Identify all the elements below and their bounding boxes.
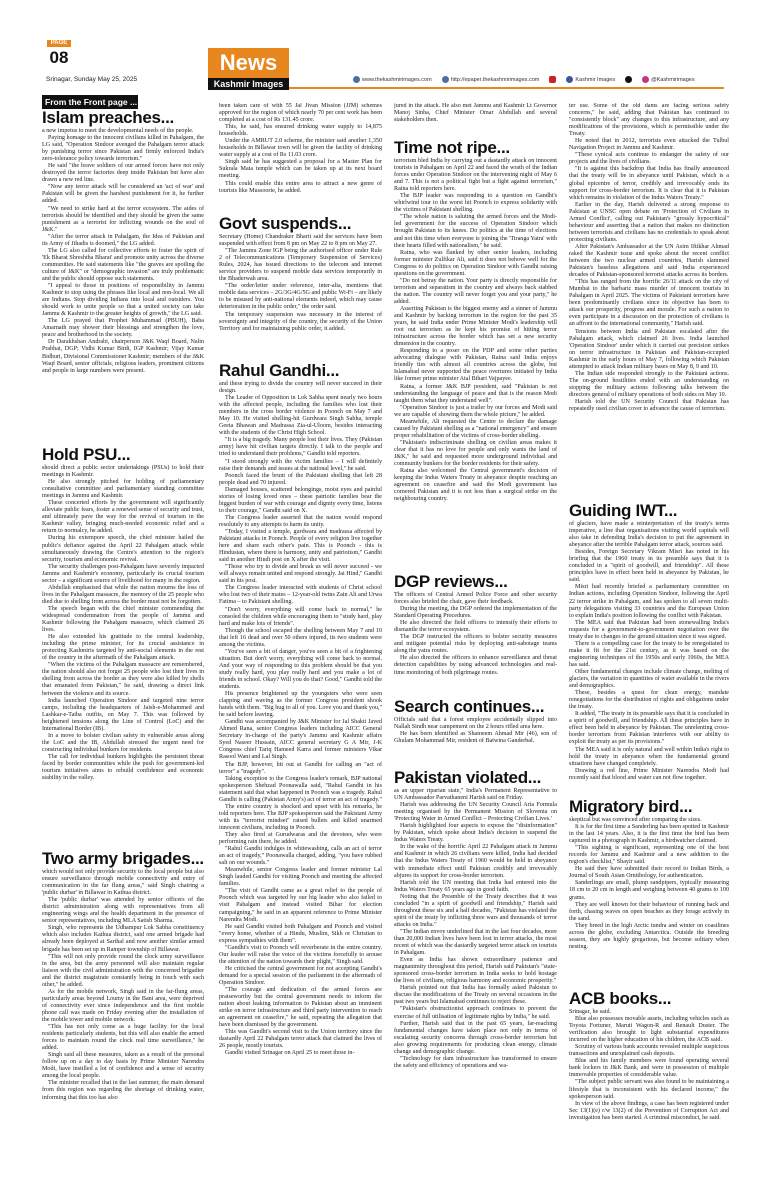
paragraph: In view of the above findings, a case has been registered under Sec 13(1)(e) r/w 13(2) of the Prevention of Corruption Act and investigation has been started. A criminal misconduct, he said. xyxy=(569,1100,729,1121)
paragraph: He said they have submitted their record to Indian Birds, a Journal of South Asian Ornithology, for authentication. xyxy=(569,866,729,880)
epaper-link[interactable]: http://epaper.thekashmirimages.com xyxy=(442,76,540,83)
paragraph: He also directed the field officers to intensify their efforts to dismantle the terror ecosystem. xyxy=(394,620,557,634)
paragraph: Other fundamental changes include climate change, melting of glaciers, the variation in quantities of water available in the rivers and demographics. xyxy=(569,668,729,690)
paragraph: The speech began with the chief minister commending the widespread condemnation from the people of Jammu and Kashmir following the Pahalgam massacre, which claimed 26 lives. xyxy=(42,605,204,634)
paragraph: Further, Harish said that in the past 65 years, far-reaching fundamental changes have taken place not only in terms of escalating security concerns through cross-border terrorism but also growing requirements for producing clean energy, climate change and demographic change. xyxy=(394,1020,557,1055)
paragraph: "This has ranged from the horrific 26/11 attack on the city of Mumbai to the barbaric mass murder of innocent tourists in Pahalgam in April 2025. The victims of Pakistani terrorism have been predominantly civilians since its objective has been to attack our prosperity, progress and morale. For such a nation to even participate in a discussion on the protection of civilians is an affront to the international community," Harish said. xyxy=(569,279,729,328)
paragraph: "The Jammu Zone IGP being the authorised officer under Rule 2 of Telecommunications (Temporary Suspension of Services) Rules, 2024, has issued directions to the telecom and internet service providers to suspend mobile data services temporarily in the Bhaderwah area. xyxy=(219,248,382,283)
globe-icon xyxy=(353,76,360,83)
article-search xyxy=(394,698,557,765)
headline: Govt suspends... xyxy=(219,215,352,233)
paragraph: Paying homage to the innocent civilians killed in Pahalgam, the LG said, "Operation Sindoor avenged the Pahalgam terror attack by punishing terror since Pakistan and firmly enforced India's zero-tolerance policy towards terrorism." xyxy=(42,135,204,163)
paragraph: "When the victims of the Pahalgam massacre are remembered, the nation should also not forget 25 people who lost their lives in shelling from across the border as they were also killed by shells that emanated from Pakistan," he said, drawing a direct link between the violence and its source. xyxy=(42,662,204,697)
paragraph: Scrutiny of various bank accounts revealed multiple suspicious transactions and unexplained cash deposits. xyxy=(569,1044,729,1058)
paragraph: Harish told the UN Security Council that Pakistan has repeatedly used civilian cover to advance the cause of terrorism. xyxy=(569,398,729,413)
paragraph: This was Gandhi's second visit to the Union territory since the dastardly April 22 Pahalgam terror attack that claimed the lives of 26 people, mostly tourists. xyxy=(219,1029,382,1050)
facebook-link[interactable]: Kashmir Images xyxy=(566,76,615,83)
paragraph: "Pakistan's obstructionist approach continues to prevent the exercise of full utilisation of legitimate rights by India," he said. xyxy=(394,1006,557,1020)
headline: DGP reviews... xyxy=(394,573,508,591)
article-two-army xyxy=(42,850,204,1172)
paragraph: India launched Operation Sindoor and targeted nine terror camps, including the headquarters of Jaish-e-Mohammed and Lashkar-e-Taiba outfits, on May 7. This was followed by heightened tensions along the Line of Control (LoC) and the International Border (IB). xyxy=(42,697,204,732)
website-link[interactable]: www.thekashmirimages.com xyxy=(353,76,432,83)
headline: Two army brigades... xyxy=(42,850,204,868)
paragraph: He noted that in 2012, terrorists even attacked the Tulbul Navigation Project in Jammu and Kashmir. xyxy=(569,138,729,152)
paragraph: "The visit of Gandhi came as a great relief to the people of Poonch which was targeted by our big leader who also failed to visit Pahalgam and instead visited Bihar for election campaigning," he said in an apparent reference to Prime Minister Narendra Modi. xyxy=(219,888,382,923)
paragraph: The DGP instructed the officers to bolster security measures and mitigate potential risks by deploying anti-sabotage teams along the yatra routes. xyxy=(394,634,557,655)
paragraph: After Pakistan's Ambassador at the UN Asim Iftikhar Ahmad raked the Kashmir issue and spoke about the recent conflict between the two nuclear armed countries, Harish slammed Pakistan's baseless allegations and said India experienced decades of Pakistan-sponsored terrorist attacks across its borders. xyxy=(569,243,729,279)
paragraph: "These cynical acts continue to endanger the safety of our projects and the lives of civilians. xyxy=(569,152,729,166)
article-time xyxy=(394,139,557,571)
paragraph: Harish pointed out that India has formally asked Pakistan to discuss the modifications of the Treaty on several occasions in the past two years but Islamabad continues to reject these. xyxy=(394,985,557,1006)
paragraph: "The courage and dedication of the armed forces are praiseworthy but the central government needs to inform the nation about leaking information to Pakistan about an imminent strike on terror infrastructure and third party intervention to reach an agreement on ceasefire," he said, repeating the allegation that have been dismissed by the government. xyxy=(219,987,382,1029)
article-acb xyxy=(569,990,729,1174)
paragraph: The BJP leader was responding to a question on Gandhi's whirlwind tour to the worst hit Poonch to express solidarity with the victims of Pakistani shelling. xyxy=(394,193,557,214)
paragraph: "The subject public servant was also found to be maintaining a lifestyle that is inconsistent with his declared income," the spokesperson said. xyxy=(569,1079,729,1100)
paragraph: In the wake of the horrific April 22 Pahalgam attack in Jammu and Kashmir in which 26 civilians were killed, India had decided that the Indus Waters Treaty of 1960 would be held in abeyance with immediate effect until Pakistan credibly and irrevocably abjures its support for cross-border terrorism. xyxy=(394,844,557,879)
paragraph: Blue and his family members were found operating several bank lockers in J&K Bank, and were in possession of multiple immovable properties of considerable value. xyxy=(569,1058,729,1079)
paragraph: "The whole nation is saluting the armed forces and the Modi-led government for the success of Operation Sindoor which brought Pakistan to its knees. Do politics at the time of elections and not this time when everyone is joining the 'Tiranga Yatra' with their hearts filled with nationalism," he said. xyxy=(394,214,557,249)
paragraph: of glaciers, have made a reinterpretation of the treaty's terms imperative, a line that organisations visiting world capitals will also take in defending India's decision to put the agreement in abeyance after the terrible Pahalgam terror attack, sources said. xyxy=(569,521,729,549)
paragraph: "This will not only provide round the clock army surveillance in the area, but the army personnel will also maintain regular liaison with the civil administration with the concerned brigadier and the district magistrate constantly being in touch with each other," he added. xyxy=(42,953,204,988)
paragraph: "Gandhi's visit to Poonch will reverberate in the entire country. Our leader will raise the voice of the victims forcefully to arouse the attention of the nation towards their plight," Singh said. xyxy=(219,944,382,965)
paragraph: It is for the first time a Sanderling has been spotted in Kashmir in the last 14 years. Also, it is the first time the bird has been captured in a photograph in Kashmir, a birdwatcher claimed. xyxy=(569,824,729,845)
headline: Search continues... xyxy=(394,698,545,716)
headline: Rahul Gandhi... xyxy=(219,362,340,380)
paragraph: Singh said all these measures, taken as a result of the personal follow up on a day to day basis by Prime Minister Narendra Modi, have instilled a lot of confidence and a sense of security among the local people. xyxy=(42,1052,204,1080)
paragraph: These concerted efforts by the government will significantly alleviate public fears, foster a renewed sense of security and trust, and ultimately pave the way for the revival of tourism in the Kashmir valley, bringing much-needed economic relief and a return to normalcy, he added. xyxy=(42,500,204,535)
paragraph: Abdullah emphasised that while the nation mourns the loss of lives in the Pahalgam massacre, the memory of the 25 people who died due to shelling from across the border must not be forgotten. xyxy=(42,584,204,605)
paragraph: The entire country is shocked and upset with his remarks, he told reporters here. The BJP spokesperson said the Pakistani Army with its "terrorist mindset" raised bullets and killed unarmed innocent civilians, including in Poonch. xyxy=(219,803,382,831)
paragraph: Singh said he has suggested a proposal for a Master Plan for Sukrala Mata temple which can be taken up at its next board meeting. xyxy=(219,159,382,180)
paragraph: He also strongly pitched for holding of parliamentary consultative committee and parliamentary standing committee meetings in Jammu and Kashmir. xyxy=(42,479,204,500)
paragraph: skeptical but was convinced after comparing the sizes. xyxy=(569,817,702,823)
paragraph: As for the mobile network, Singh said in the far-flung areas, particularly areas beyond Loumy in the Bani area, were deprived of connectivity ever since independence and the first mobile phone call was made on Friday evening after the installation of the mobile tower and mobile network. xyxy=(42,988,204,1023)
paragraph: The call for individual bunkers highlights the persistent threat faced by border communities while the push for government-led tourism initiatives aims to rebuild confidence and economic stability in the valley. xyxy=(42,753,204,782)
paragraph: The Indian side responded strongly to the Pakistani actions. The on-ground hostilities ended with an understanding on stopping the military actions following talks between the directors general of military operations of both sides on May 10. xyxy=(569,370,729,398)
paragraph: Officials said that a forest employee accidentally slipped into Nallah Sindh near campement on the 2 hours rifled area here. xyxy=(394,717,557,731)
paragraph: During the meeting, the DGP ordered the implementation of the Standard Operating Procedures. xyxy=(394,606,557,620)
paragraph: He said "the brave soldiers of our armed forces have not only destroyed the terror factories deep inside Pakistan but have also drawn a new red line. xyxy=(42,163,204,184)
paragraph: Tensions between India and Pakistan escalated after the Pahalgam attack, which claimed 26 lives. India launched 'Operation Sindoor' under which it carried out precision strikes on terror infrastructure in Pakistan and Pakistan-occupied Kashmir in the early hours of May 7, following which Pakistan attempted to attack Indian military bases on May 8, 9 and 10. xyxy=(569,328,729,370)
page-label: PAGE xyxy=(47,40,71,47)
article-col2-top xyxy=(219,103,382,213)
paragraph: been taken care of with 55 Jal Jivan Mission (JJM) schemes approved for the region of which nearly 70 per cent work has been completed at a cost of Rs 131.45 crore. xyxy=(219,103,382,124)
paragraph: There is a compelling case for the treaty to be renegotiated to make it fit for the 21st century, as it was based on the engineering techniques of the 1950s and early 1960s, the MEA has said. xyxy=(569,640,729,668)
paragraph: The LG prayed that Prophet Muhammad (PBUH), Baba Amarnath may shower their blessings and strengthen the love, peace and brotherhood in the society. xyxy=(42,318,204,339)
paragraph: The MEA said that Pakistan had been stonewalling India's requests for a government-to-government negotiation over the treaty due to changes in the ground situation since it was signed. xyxy=(569,619,729,640)
social-links xyxy=(353,76,701,83)
paragraph: He also directed the officers to enhance surveillance and threat detection capabilities by using advanced technologies and real-time monitoring of both pilgrimage routes. xyxy=(394,655,557,676)
paragraph: Secretary (Home) Chandraker Bharti said the services have been suspended with effect from 8 pm on May 22 to 8 pm on May 27. xyxy=(219,234,382,248)
paragraph: Though the school escaped the shelling between May 7 and 10 that left 16 dead and over 50 others injured, its two students were among the victims. xyxy=(219,627,382,648)
paragraph: Meanwhile, Ali requested the Centre to declare the damage caused by Pakistani shelling as a "national emergency" and ensure proper rehabilitation of the victims of cross-border shelling. xyxy=(394,418,557,439)
paragraph: They are well known for their behaviour of running back and forth, chasing waves on open beaches as they forage actively in the sand. xyxy=(569,901,729,922)
article-pak xyxy=(394,769,557,1174)
paragraph: should direct a public sector undertakings (PSUs) to hold their meetings in Kashmir. xyxy=(42,465,204,479)
epaper-icon xyxy=(442,76,449,83)
paragraph: "It is against this backdrop that India has finally announced that the treaty will be in abeyance until Pakistan, which is a global epicentre of terror, credibly and irrevocably ends its support for cross-border terrorism. It is clear that it is Pakistan which remains in violation of the Indus Waters Treaty." xyxy=(569,166,729,201)
paragraph: "Technology for dam infrastructure has transformed to ensure the safety and efficiency of operations and wa- xyxy=(394,1055,557,1069)
paragraph: The LG also called for collective efforts to foster the spirit of 'Ek Bharat Shreshtha Bharat' and promote unity across the diverse communities. He said statements like "the graves are spoiling the culture of J&K" or "demographic invasion" are truly problematic and the public should oppose such statements. xyxy=(42,247,204,282)
paragraph: "Now any terror attack will be considered an 'act of war' and Pakistan will be given the harshest punishment for it, he further added. xyxy=(42,184,204,205)
paragraph: He has been identified as Shameem Ahmad Mir (46), son of Ghulam Mohammad Mir, resident of Batwina Ganderbal. xyxy=(394,731,557,745)
paragraph: "After the terror attack in Pahalgam, the Idea of Pakistan and its Army of Jihadis is doomed," the LG added. xyxy=(42,233,204,247)
masthead xyxy=(0,0,770,90)
paragraph: Noting that the Preamble of the Treaty describes that it was concluded "in a spirit of goodwill and friendship," Harish said throughout these six and a half decades, "Pakistan has violated the spirit of the treaty by inflicting three wars and thousands of terror attacks on India." xyxy=(394,893,557,928)
paragraph: "Operation Sindoor is just a trailer by our forces and Modi said we are capable of showing them the whole picture," he added. xyxy=(394,404,557,418)
paragraph: These, besides a quest for clean energy, mandate renegotiations for the distribution of rights and obligations under the treaty. xyxy=(569,690,729,711)
paragraph: The MEA said it is only natural and well within India's right to hold the treaty in abeyance when the fundamental ground situations have changed completely. xyxy=(569,746,729,767)
paragraph: "You've seen a bit of danger, you've seen a bit of a frightening situation. But don't worry, everything will come back to normal. And your way of responding to this problem should be that you study really hard, you play really hard and you make a lot of friends in school. Okay? Will you do that? Good," Gandhi told the students. xyxy=(219,648,382,691)
paragraph: Responding to a poser on the PDP and some other parties advocating dialogue with Pakistan, Raina said India enjoys friendly ties with almost all countries across the globe, but Islamabad never supported the peace overtures initiated by India like former prime minister Atal Bihari Vajpayee. xyxy=(394,348,557,383)
paragraph: The 'public durbar' was attended by senior officers of the district administration along with representatives from all engineering wings and the health department in the presence of senior representatives, including MLA Satish Sharma. xyxy=(42,897,204,925)
headline: Pakistan violated... xyxy=(394,769,542,787)
headline: Guiding IWT... xyxy=(569,502,678,520)
paragraph: The officers of Central Armed Police Force and other security forces also briefed the chair, gave their feedback. xyxy=(394,592,557,606)
paragraph: "It is a big tragedy. Many people lost their lives. They (Pakistan army) have hit civilian targets directly. I talk to the people and tried to understand their problems," Gandhi told reporters. xyxy=(219,437,382,458)
paragraph: which would not only provide security to the local people but also ensure surveillance through mobile connectivity and entry of communication in the far flung areas," said Singh chairing a 'public durbar' in Billawar in Kathua district. xyxy=(42,869,204,897)
paragraph: "Don't worry, everything will come back to normal," he consoled the children while encouraging them to "study hard, play hard and make lots of friends". xyxy=(219,606,382,627)
paragraph: "Today, I visited a temple, gurdwara and madrassa affected by Pakistani attacks in Poonch. People of every religion live together here and share each other's pain. This is Poonch - this is Hindustan, where there is harmony, unity and patriotism," Gandhi said in another Hindi post on X after the visit. xyxy=(219,528,382,564)
paragraph: "This has not only come as a huge facility for the local residents particularly students, but this will also enable the armed forces to maintain round the clock real time surveillance," he added. xyxy=(42,1024,204,1052)
paragraph: jured in the attack. He also met Jammu and Kashmir Lt Governor Manoj Sinha, Chief Minister Omar Abdullah and several stakeholders then. xyxy=(394,103,557,124)
paragraph: In a move to bolster civilian safety in vulnerable areas along the LoC and the IB, Abdullah stressed the urgent need for constructing individual bunkers for residents. xyxy=(42,732,204,753)
paragraph: "We need to strike hard at the terror ecosystem. The aides of terrorists should be identified and they should be given the same punishment as a terrorist for inflicting wounds on the soul of J&K." xyxy=(42,205,204,233)
paragraph: Asserting Pakistan is the biggest enemy and a sinner of Jammu and Kashmir by backing terrorism in the region for the past 35 years, he said India under Prime Minister Modi's leadership will root out terrorism as he kept his promise of hitting terror infrastructure across the border which has set a new security dimension in the country. xyxy=(394,305,557,348)
paragraph: Gandhi visited Srinagar on April 25 to meet those in- xyxy=(225,1050,355,1057)
paragraph: and these trying to divide the country will never succeed in their design. xyxy=(219,381,382,395)
paragraph: Raina also welcomed the Central government's decision of keeping the Indus Waters Treaty in abeyance despite reaching an agreement on ceasefire and said the Modi government has cornered Pakistan and it is not less than a surgical strike on the neighbouring country. xyxy=(394,468,557,503)
paragraph: His presence brightened up the youngsters who were seen clapping and waving as the former Congress president shook hands with them. "Big hug to all of you. Love you and thank you," he said before leaving. xyxy=(219,691,382,719)
paragraph: Sanderlings are small, plump sandpipers, typically measuring 18 cm to 20 cm in length and weighing between 40 grams to 100 grams. xyxy=(569,880,729,901)
paragraph: "Do not betray the nation. Your party is directly responsible for terrorism and separatism in the country and always back stabbed the nation. The country will never forget you and your party," he added. xyxy=(394,277,557,305)
dateline: Srinagar, Sunday May 25, 2025 xyxy=(46,76,138,83)
article-col4-top xyxy=(569,103,729,498)
headline: Islam preaches... xyxy=(42,109,174,127)
paragraph: "Pakistan's indiscriminate shelling on civilian areas makes it clear that it has no love for people and only wants the land of J&K," he said and requested more underground individual and community bunkers for the border residents for their safety. xyxy=(394,439,557,468)
youtube-link[interactable] xyxy=(549,76,556,83)
paragraph: ter use. Some of the old dams are facing serious safety concerns," he said, adding that Pakistan has continued to "consistently block" any changes to this infrastructure, and any modifications of the provisions, which is permissible under the Treaty. xyxy=(569,103,729,138)
paragraph: "The order/letter under reference, inter-alia, mentions that mobile data services – 2G/3G/4G/5G and public Wi-Fi – are likely to be misused by anti-national elements indeed, which may cause deterioration in the public order," the order said. xyxy=(219,283,382,311)
youtube-icon xyxy=(549,76,556,83)
paragraph: Raina, who was flanked by other senior leaders, including former minister Zulfikar Ali, said it does not behove well for the Congress to do politics on Operation Sindoor with Gandhi raising questions on the government. xyxy=(394,249,557,277)
paragraph: "Those who try to divide and break us will never succeed - we will always remain united and respond strongly. Jai Hind," Gandhi said in his post. xyxy=(219,564,382,585)
paragraph: The Leader of Opposition in Lok Sabha spent nearly two hours with the affected people, including the families who lost their members in the cross border violence in Poonch on May 7 and May 10. He visited shelling-hit Gurdwara Singh Sabha, temple Geeta Bhawan and Madrassa Zia-ul-Uloom, besides interacting with the students of the Christ High School. xyxy=(219,395,382,437)
paragraph: They breed in the high Arctic tundra and winter on coastlines across the globe, excluding Antarctica. Outside the breeding season, they are highly gregarious, but become solitary when nesting. xyxy=(569,922,729,950)
paragraph: Meanwhile, senior Congress leader and former minister Lal Singh lauded Gandhi for visiting Poonch and meeting the affected families. xyxy=(219,867,382,888)
paragraph: Blue also possesses movable assets, including vehicles such as Toyota Fortuner, Maruti Wagon-R and Renault Duster. The verification also brought to light substantial expenditures incurred on the higher education of his children, the ACB said. xyxy=(569,1016,729,1044)
paragraph: The minister recalled that in the last summer, the main demand from this region was regarding the shortage of drinking water, informing that this too has also xyxy=(42,1080,204,1101)
paragraph: Drawing a red line, Prime Minister Narendra Modi had recently said that blood and water can not flow together. xyxy=(569,767,729,781)
paragraph: He criticised the central government for not accepting Gandhi's demand for a special session of the parliament in the aftermath of Operation Sindoor. xyxy=(219,965,382,986)
paragraph: Damaged houses, scattered belongings, moist eyes and painful stories of losing loved ones – these patriotic families bear the biggest burden of war with courage and dignity every time, listens to their courage," Gandhi said on X. xyxy=(219,486,382,514)
article-col3-top xyxy=(394,103,557,139)
headline: ACB books... xyxy=(569,990,672,1008)
paragraph: a new impetus to meet the developmental needs of the people. xyxy=(42,128,194,134)
article-migratory xyxy=(569,798,729,988)
paragraph: "I appeal to those in positions of responsibility in Jammu Kashmir to stop using the phrases like local and non-local. We all are Indians. Stop dividing Indians into local and outsiders. You should work to unite people so that a united society can take Jammu & Kashmir to the greater heights of growth," the LG said. xyxy=(42,283,204,318)
headline: Migratory bird... xyxy=(569,798,693,816)
paragraph: Dr Darakhshan Andrabi, chairperson J&K Waqf Board, Nalin Prabhat, DGP; Vidhi Kumar Birdi, IGP Kashmir; Vijay Kumar Bidhuri, Divisional Commissioner Kashmir; members of the J&K Waqf Board, senior officials, religious leaders, prominent citizens and people in large numbers were present. xyxy=(42,339,204,374)
paragraph: The Congress leader asserted that the nation would respond resolutely to any attempts to harm its unity. xyxy=(219,514,382,528)
paragraph: Harish told the UN meeting that India had entered into the Indus Waters Treaty 65 years ago in good faith. xyxy=(394,879,557,893)
paragraph: The temporary suspension was necessary in the interest of sovereignty and integrity of the country, the security of the Union Territory and for maintaining public order, it added. xyxy=(219,311,382,332)
instagram-icon xyxy=(642,76,649,83)
paragraph: He also extended his gratitude to the central leadership, including the prime minister, for its crucial assistance in protecting Kashmiris targeted by anti-social elements in the rest of the country in the aftermath of the Pahalgam attack. xyxy=(42,634,204,662)
paragraph: Earlier in the day, Harish delivered a strong response to Pakistan at UNSC open debate on 'Protection of Civilians in Armed Conflict', calling out Pakistan's "grossly hypocritical" behaviour and asserting that a nation that makes no distinction between terrorists and civilians has no credentials to speak about protecting civilians. xyxy=(569,201,729,243)
paragraph: This could enable this entire area to attract a new genre of tourists like Mussoorie, he added. xyxy=(219,180,382,194)
paragraph: "This sighting is significant, representing one of the best records for Jammu and Kashmir and a new addition to the region's checklist," Shayir said. xyxy=(569,845,729,866)
paragraph: Harish was addressing the UN Security Council Aria Formula meeting organised by the Permanent Mission of Slovenia on 'Protecting Water in Armed Conflict – Protecting Civilian Lives.' xyxy=(394,802,557,823)
paragraph: Singh, who represents the Udhampur Lok Sabha constituency which also includes Kathua district, said one armed brigade had already been deployed at Sarthal and now another similar armed brigade has been set up in Ramper township of Billawar. xyxy=(42,925,204,953)
paragraph: Harish highlighted four aspects to expose the "disinformation" by Pakistan, which spoke about India's decision to suspend the Indus Waters Treaty. xyxy=(394,823,557,844)
paragraph: Poonch faced the brunt of the Pakistani shelling that left 28 people dead and 70 injured. xyxy=(219,472,382,486)
paragraph: During his extempore speech, the chief minister hailed the public's defiance against the April 22 Pahalgam attack while simultaneously drawing the Centre's attention to the region's security, tourism and economic revival. xyxy=(42,535,204,563)
headline: Hold PSU... xyxy=(42,446,131,464)
paragraph: They also fired at Gurudwaras and the devotees, who were performing rain there, he added. xyxy=(219,832,382,846)
paragraph: "Rahul Gandhi indulges in whitewashing, calls an act of terror an act of tragedy," Poonawalla charged, adding, "you have rubbed salt on our wounds." xyxy=(219,846,382,867)
instagram-link[interactable]: @Kashmirimages xyxy=(642,76,694,83)
paragraph: He said Gandhi visited both Pahalgam and Poonch and visited "every home, whether of a Hindu, Muslim, Sikh or Christian to express sympathies with them". xyxy=(219,923,382,944)
paragraph: Gandhi was accompanied by J&K Minister for Jal Shakti Javed Ahmed Rana, senior Congress leaders including AICC General Secretary in-charge of the party's Jammu and Kashmir affairs Syed Naseer Hussain, AICC general secretary G A Mir, J-K Congress chief Tariq Hameed Karra and former ministers Vikar Rasool Wani and Lal Singh. xyxy=(219,719,382,761)
facebook-icon xyxy=(566,76,573,83)
article-govt xyxy=(219,215,382,363)
article-islam xyxy=(42,109,204,439)
twitter-icon xyxy=(625,76,632,83)
page-badge xyxy=(47,40,71,70)
paragraph: as an upper riparian state," India's Permanent Representative to UN Ambassador Parvathaneni Harish said on Friday. xyxy=(394,788,557,802)
paragraph: Even as India has shown extraordinary patience and magnanimity throughout this period, Harish said Pakistan's "state-sponsored cross-border terrorism in India seeks to hold hostage the lives of civilians, religious harmony and economic prosperity." xyxy=(394,957,557,985)
article-rahul xyxy=(219,362,382,1174)
paragraph: This, he said, has ensured drinking water supply to 14,875 households. xyxy=(219,124,382,138)
paragraph: Besides, Foreign Secretary Vikram Misri has noted in his briefing that the 1960 treaty in its preamble says that it is concluded in a "spirit of goodwill, and friendship". All these principles have in effect been held in abeyance by Pakistan, he said. xyxy=(569,549,729,584)
headline: Time not ripe... xyxy=(394,139,510,157)
paragraph: Under the AMRUT 2.0 scheme, the minister said another 1,350 households in Billawar town will be given the facility of drinking water supply at a cost of Rs 11.03 crore. xyxy=(219,138,382,159)
paragraph: Taking exception to the Congress leader's remark, BJP national spokesperson Shehzad Poonawalla said, "Rahul Gandhi in his statement said that what happened in Poonch was a tragedy. Rahul Gandhi is calling (Pakistan Army's) act of terror an act of tragedy." xyxy=(219,775,382,803)
front-page-banner: From the Front page ... xyxy=(42,95,138,109)
paper-name: Kashmir Images xyxy=(208,78,289,90)
article-dgp xyxy=(394,573,557,695)
twitter-link[interactable] xyxy=(625,76,632,83)
paragraph: terrorism bled India by carrying out a dastardly attack on innocent tourists in Pahalgam on April 22 and faced the wrath of the Indian forces under Operation Sindoor on the intervening night of May 6 and 7. This is not a political fight but a fight against terrorism," Raina told reporters here. xyxy=(394,158,557,193)
page-number: 08 xyxy=(49,48,69,67)
header-rule xyxy=(289,87,724,89)
paragraph: The security challenges post-Pahalgam have severely impacted Jammu and Kashmir's economy, particularly its crucial tourism sector – a significant source of livelihood for many in the region. xyxy=(42,563,204,584)
section-title: News xyxy=(219,50,278,75)
paragraph: The Congress leader interacted with students of Christ school who lost two of their mates – 12-year-old twins Zain Ali and Urwa Fatima – to Pakistani shelling. xyxy=(219,585,382,606)
paragraph: Misri had recently briefed a parliamentary committee on Indian actions, including Operation Sindoor, following the April 22 terror strike in Pahalgam, and has spoken to all seven multi-party delegations visiting 33 countries and the European Union to explain India's position following the conflict with Pakistan. xyxy=(569,584,729,619)
paragraph: "I stood strongly with the victim families – I will definitely raise their demands and issues at the national level," he said. xyxy=(219,458,382,472)
section-brand xyxy=(208,48,289,90)
paragraph: Srinagar, he said. xyxy=(569,1009,612,1015)
paragraph: "The Indian envoy underlined that in the last four decades, more than 20,000 Indian lives have been lost in terror attacks, the most recent of which was the dastardly targeted terror attack on tourists in Pahalgam. xyxy=(394,928,557,957)
article-hold-psu xyxy=(42,446,204,846)
paragraph: It added, "The treaty in its preamble says that it is concluded in a spirit of goodwill, and friendship. All these principles have in effect been held in abeyance by Pakistan. The unrelenting cross-border terrorism from Pakistan interferes with our ability to exploit the treaty as per its provisions." xyxy=(569,711,729,746)
paragraph: Raina, a former J&K BJP president, said "Pakistan is not understanding the language of peace and that is the reason Modi taught them what they understand well". xyxy=(394,383,557,404)
article-guiding xyxy=(569,502,729,794)
paragraph: The BJP, however, hit out at Gandhi for calling an "act of terror" a "tragedy". xyxy=(219,761,382,775)
